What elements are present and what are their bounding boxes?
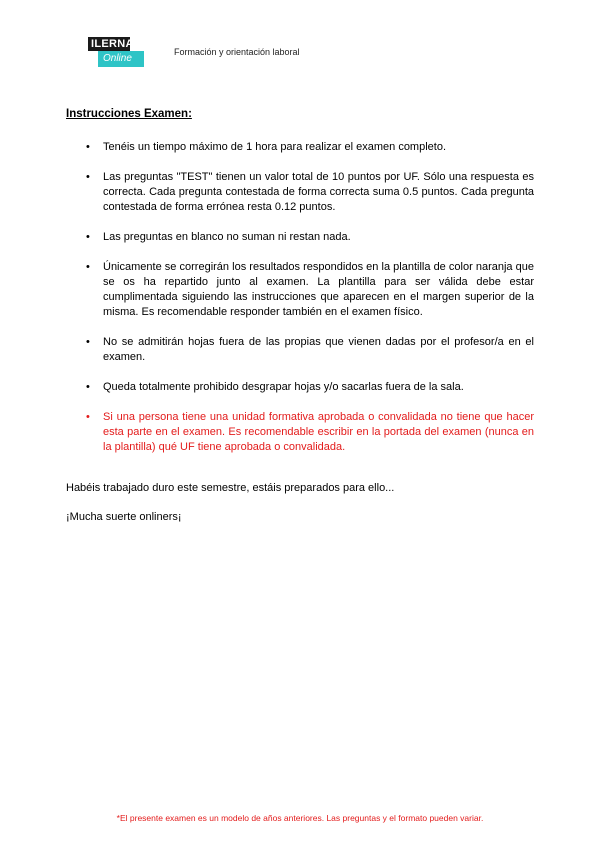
- good-luck-line: ¡Mucha suerte onliners¡: [66, 511, 182, 523]
- bullet-icon: •: [86, 141, 90, 153]
- logo-bottom-text: Online: [98, 51, 144, 67]
- instruction-text: Queda totalmente prohibido desgrapar hojas y/o sacarlas fuera de la sala.: [103, 381, 464, 393]
- logo-top-text: ILERNA: [88, 37, 130, 51]
- instruction-item: [66, 140, 534, 155]
- instruction-item: [66, 230, 534, 245]
- instruction-item: [66, 260, 534, 320]
- instruction-text: Las preguntas "TEST" tienen un valor total de 10 puntos por UF. Sólo una respuesta es correcta. Cada pregunta contestada de forma correcta suma 0.5 puntos. Cada pregunta contestada de forma errónea resta 0.12 puntos.: [103, 171, 534, 213]
- bullet-icon: •: [86, 231, 90, 243]
- bullet-icon: •: [86, 381, 90, 393]
- footnote: *El presente examen es un modelo de años anteriores. Las preguntas y el formato pueden variar.: [116, 813, 484, 823]
- instruction-text: Únicamente se corregirán los resultados respondidos en la plantilla de color naranja que se os ha repartido junto al examen. La plantilla para ser válida debe estar cumplimentada siguiendo las instrucciones que aparecen en el margen superior de la misma. Es recomendable responder también en el examen físico.: [103, 261, 534, 318]
- bullet-icon: •: [86, 261, 90, 273]
- instruction-item: [66, 170, 534, 215]
- instruction-text: No se admitirán hojas fuera de las propias que vienen dadas por el profesor/a en el examen.: [103, 336, 534, 363]
- instruction-text: Las preguntas en blanco no suman ni restan nada.: [103, 231, 351, 243]
- closing-line: Habéis trabajado duro este semestre, estáis preparados para ello...: [66, 482, 395, 494]
- instruction-item: [66, 335, 534, 365]
- instruction-text: Tenéis un tiempo máximo de 1 hora para realizar el examen completo.: [103, 141, 447, 153]
- header-subject: Formación y orientación laboral: [174, 47, 300, 57]
- instructions-list: [66, 140, 534, 470]
- bullet-icon: •: [86, 171, 90, 183]
- bullet-icon: •: [86, 411, 90, 423]
- bullet-icon: •: [86, 336, 90, 348]
- instruction-text: Si una persona tiene una unidad formativa aprobada o convalidada no tiene que hacer esta parte en el examen. Es recomendable escribir en la portada del examen (nunca en la plantilla) qué UF tiene aprobada o convalidada.: [103, 411, 534, 453]
- instruction-item: [66, 380, 534, 395]
- page-title: Instrucciones Examen:: [66, 108, 192, 120]
- instruction-item-warning: [66, 410, 534, 455]
- ilerna-logo: [88, 37, 144, 67]
